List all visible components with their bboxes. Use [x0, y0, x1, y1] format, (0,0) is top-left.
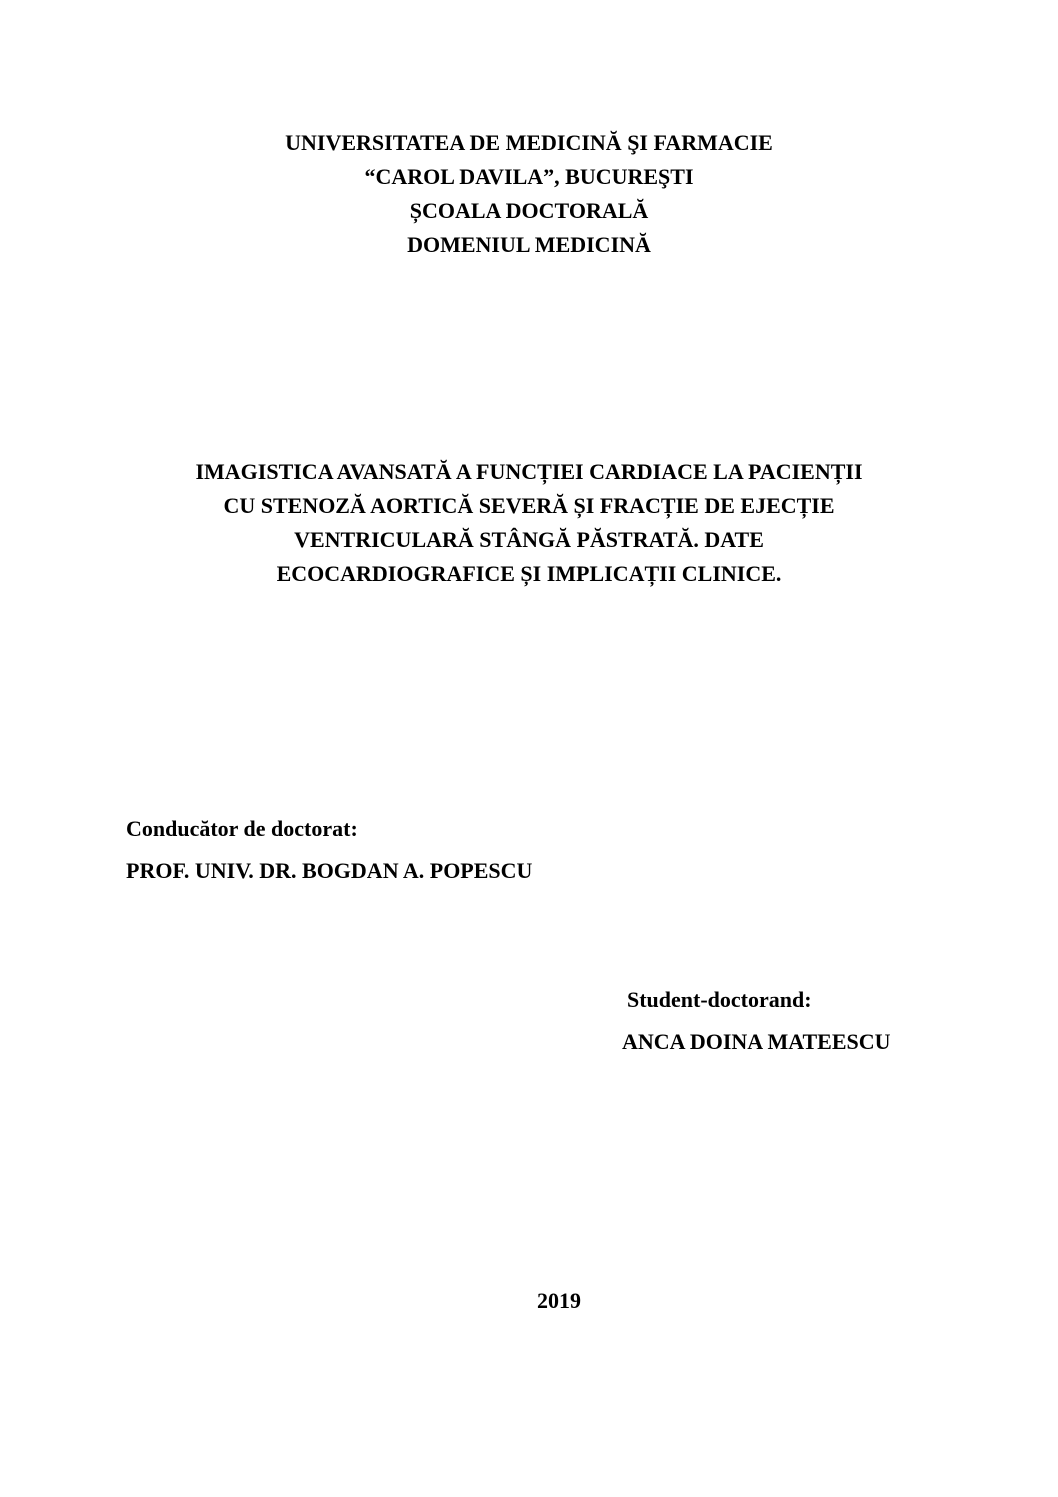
institution-header — [0, 126, 1058, 262]
supervisor-name: PROF. UNIV. DR. BOGDAN A. POPESCU — [126, 858, 533, 883]
publication-year: 2019 — [537, 1288, 581, 1313]
domain-line: DOMENIUL MEDICINĂ — [407, 232, 651, 257]
thesis-title-line-2: CU STENOZĂ AORTICĂ SEVERĂ ȘI FRACȚIE DE EJECȚIE — [223, 493, 835, 518]
thesis-title-line-3: VENTRICULARĂ STÂNGĂ PĂSTRATĂ. DATE — [294, 527, 764, 552]
student-name: ANCA DOINA MATEESCU — [622, 1029, 891, 1054]
thesis-title-line-1: IMAGISTICA AVANSATĂ A FUNCȚIEI CARDIACE LA PACIENȚII — [195, 459, 863, 484]
thesis-title — [0, 455, 1058, 591]
university-name-line: UNIVERSITATEA DE MEDICINĂ ŞI FARMACIE — [285, 130, 773, 155]
university-city-line: “CAROL DAVILA”, BUCUREŞTI — [364, 164, 694, 189]
student-label: Student-doctorand: — [627, 987, 812, 1012]
thesis-title-line-4: ECOCARDIOGRAFICE ȘI IMPLICAȚII CLINICE. — [276, 561, 782, 586]
doctoral-school-line: ȘCOALA DOCTORALĂ — [409, 198, 649, 223]
supervisor-label: Conducător de doctorat: — [126, 816, 358, 841]
